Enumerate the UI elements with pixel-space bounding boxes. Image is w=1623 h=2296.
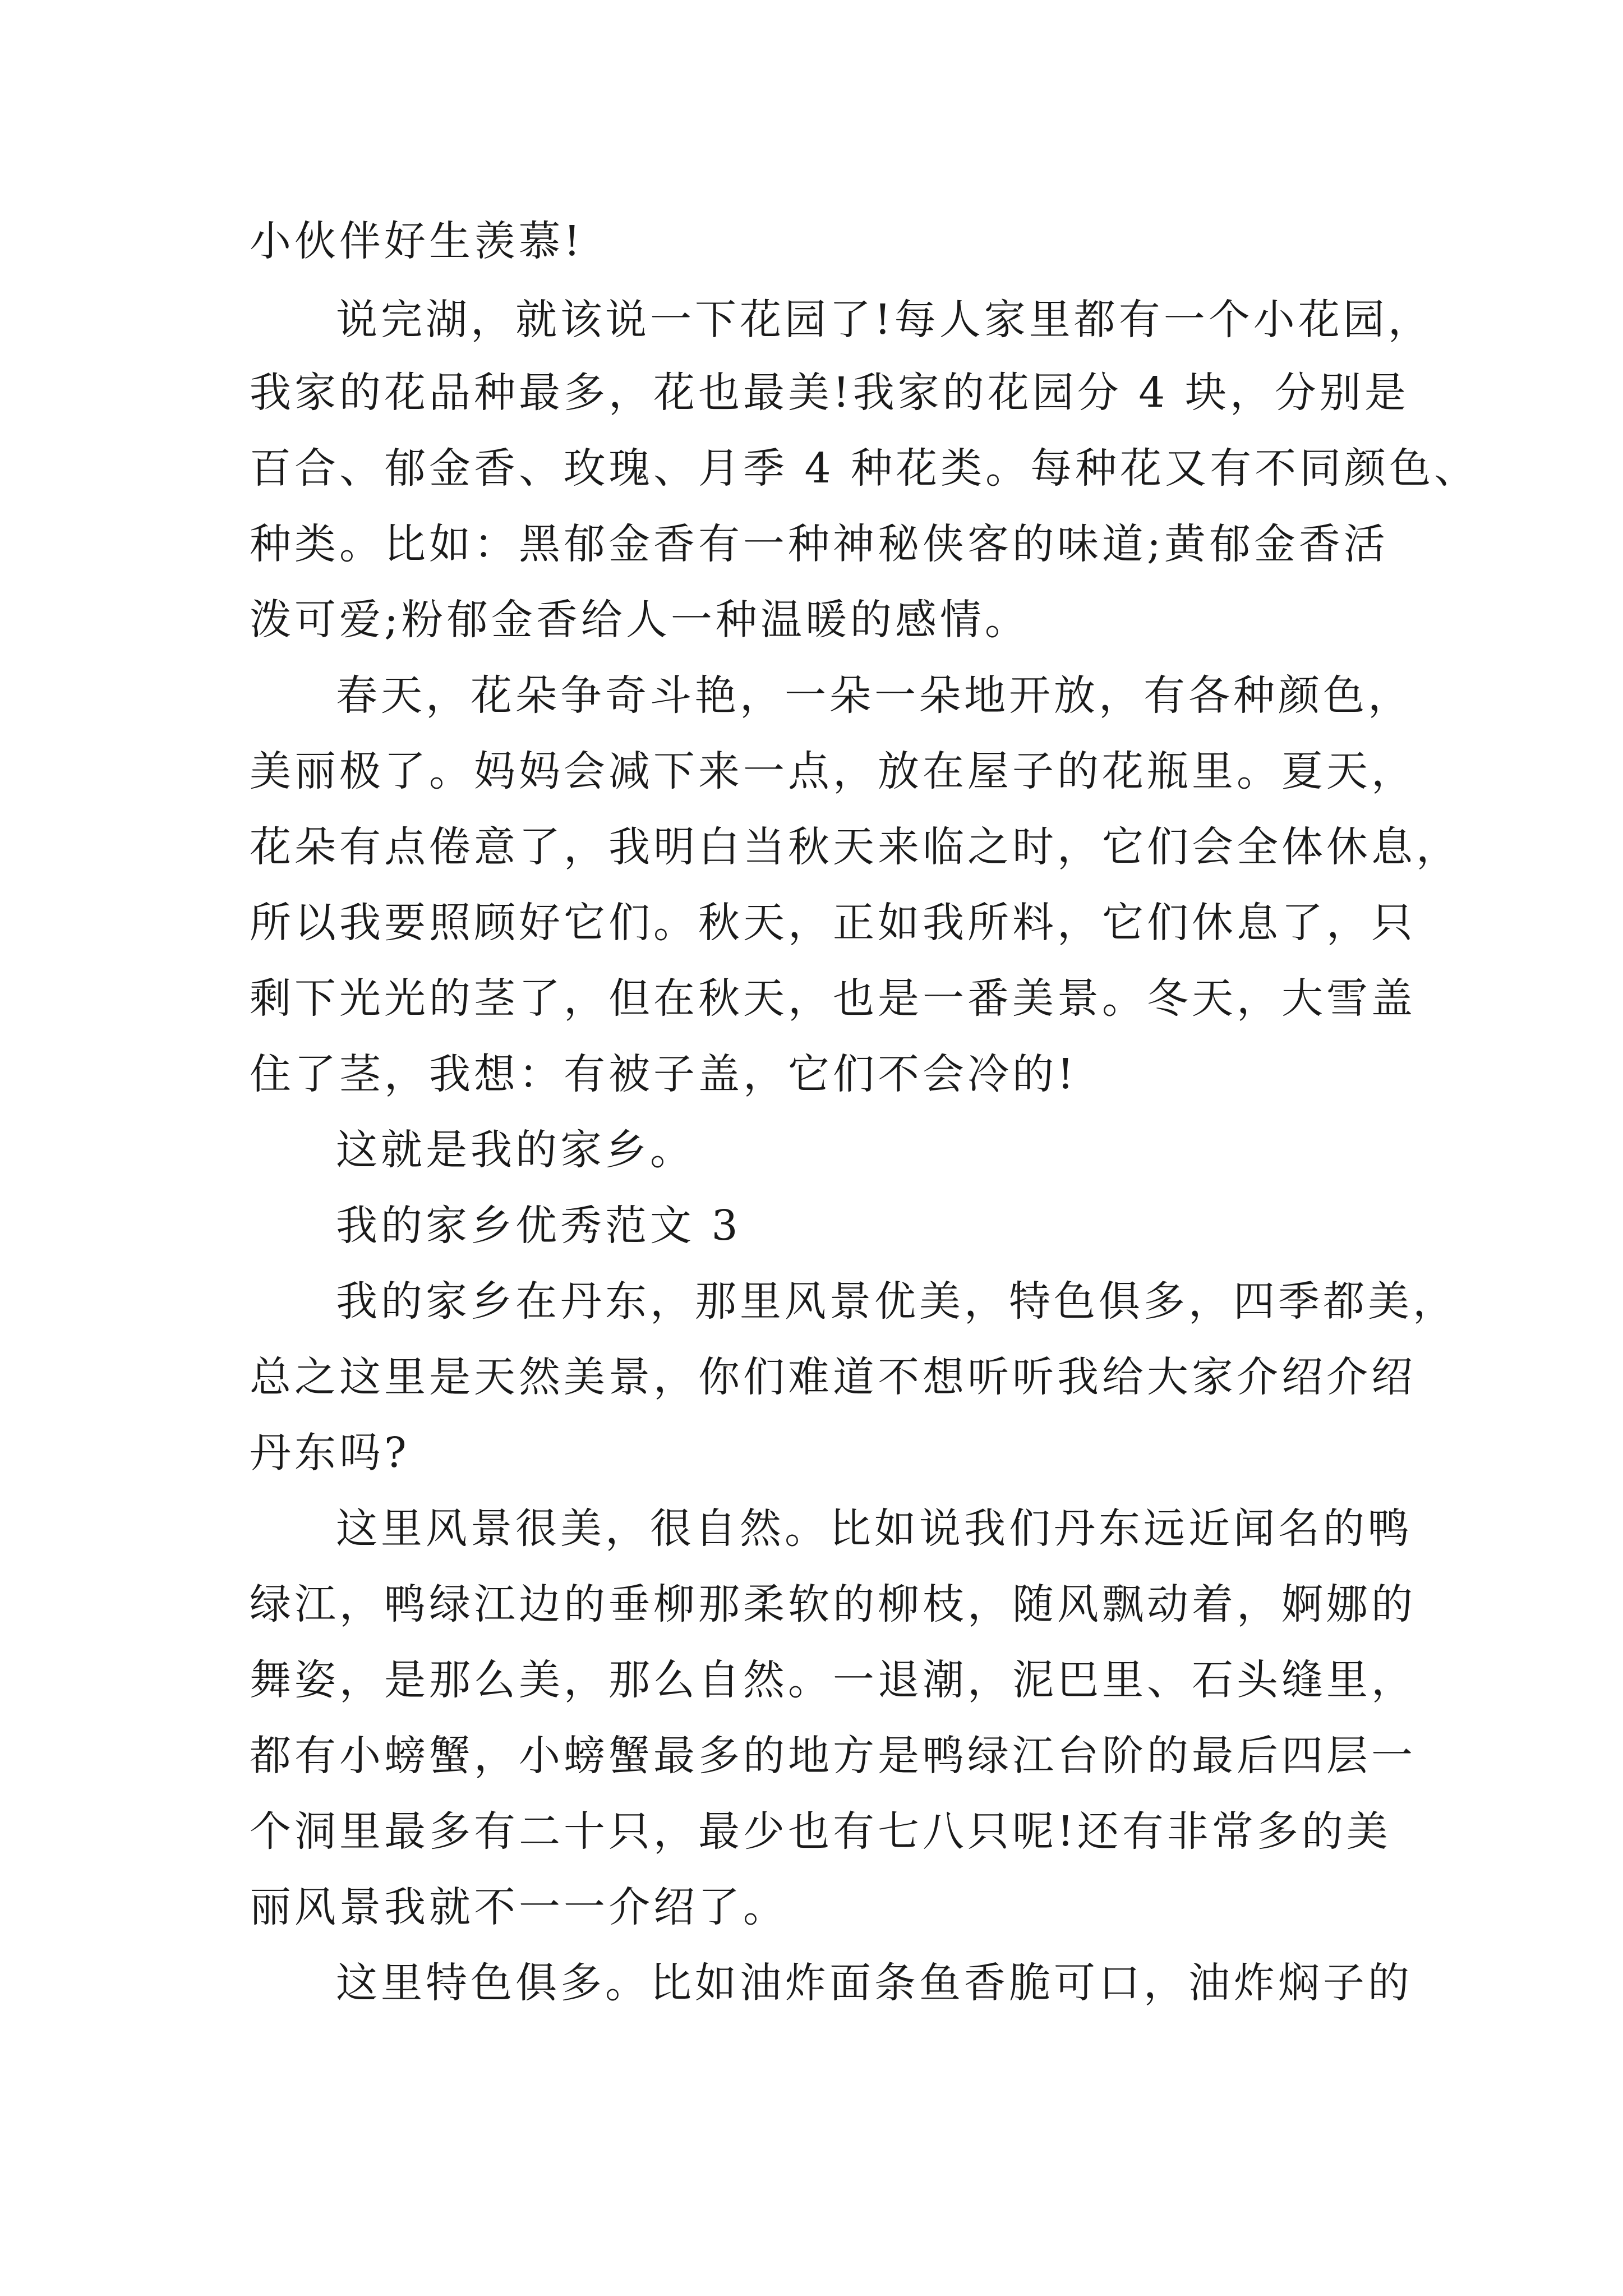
text-line: 都有小螃蟹，小螃蟹最多的地方是鸭绿江台阶的最后四层一 <box>250 1732 1416 1780</box>
text-line: 美丽极了。妈妈会减下来一点，放在屋子的花瓶里。夏天， <box>250 747 1416 795</box>
text-line: 剩下光光的茎了，但在秋天，也是一番美景。冬天，大雪盖 <box>250 974 1416 1023</box>
text-line: 这里特色俱多。比如油炸面条鱼香脆可口，油炸焖子的 <box>336 1959 1413 2007</box>
text-line: 丽风景我就不一一介绍了。 <box>250 1883 788 1931</box>
text-line: 春天，花朵争奇斗艳，一朵一朵地开放，有各种颜色， <box>336 671 1413 720</box>
text-line: 泼可爱;粉郁金香给人一种温暖的感情。 <box>250 596 1030 644</box>
text-line: 百合、郁金香、玫瑰、月季 4 种花类。每种花又有不同颜色、 <box>250 444 1479 493</box>
text-line: 我家的花品种最多，花也最美!我家的花园分 4 块，分别是 <box>250 369 1409 417</box>
text-line: 小伙伴好生羡慕! <box>250 217 584 265</box>
text-line: 绿江，鸭绿江边的垂柳那柔软的柳枝，随风飘动着，婀娜的 <box>250 1580 1416 1628</box>
text-line: 住了茎，我想：有被子盖，它们不会冷的! <box>250 1050 1077 1098</box>
text-line: 这里风景很美，很自然。比如说我们丹东远近闻名的鸭 <box>336 1504 1413 1553</box>
section-heading: 我的家乡优秀范文 3 <box>336 1202 741 1250</box>
text-line: 这就是我的家乡。 <box>336 1126 695 1174</box>
text-line: 所以我要照顾好它们。秋天，正如我所料，它们休息了，只 <box>250 899 1416 947</box>
text-line: 丹东吗? <box>250 1429 410 1477</box>
text-line: 种类。比如：黑郁金香有一种神秘侠客的味道;黄郁金香活 <box>250 520 1389 568</box>
text-line: 我的家乡在丹东，那里风景优美，特色俱多，四季都美， <box>336 1277 1458 1326</box>
text-line: 花朵有点倦意了，我明白当秋天来临之时，它们会全体休息， <box>250 823 1461 871</box>
text-line: 总之这里是天然美景，你们难道不想听听我给大家介绍介绍 <box>250 1353 1416 1401</box>
text-line: 说完湖，就该说一下花园了!每人家里都有一个小花园， <box>336 296 1433 344</box>
text-line: 舞姿，是那么美，那么自然。一退潮，泥巴里、石头缝里， <box>250 1656 1416 1704</box>
text-line: 个洞里最多有二十只，最少也有七八只呢!还有非常多的美 <box>250 1807 1391 1856</box>
